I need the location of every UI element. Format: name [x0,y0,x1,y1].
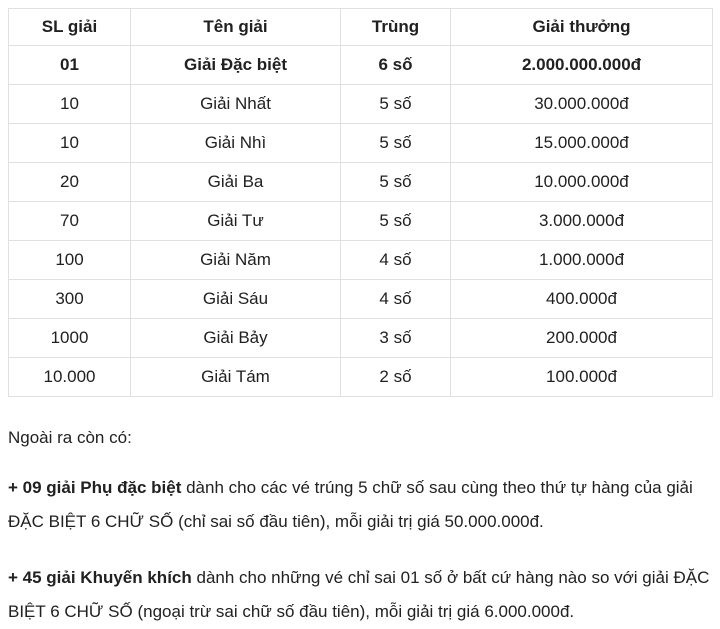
cell-giai-thuong: 400.000đ [451,280,713,319]
cell-giai-thuong: 200.000đ [451,319,713,358]
cell-sl-giai: 1000 [9,319,131,358]
cell-ten-giai: Giải Nhì [131,124,341,163]
cell-ten-giai: Giải Sáu [131,280,341,319]
notes-intro: Ngoài ra còn có: [8,428,132,447]
note-khuyen-khich-text: dành cho những vé chỉ sai 01 số ở bất cứ hàng nào so với giải ĐẶC BIỆT 6 CHỮ SỐ (ngoại trừ sai chữ số đầu tiên), mỗi giải trị giá 6.000.000đ. [8,568,710,621]
cell-sl-giai: 01 [9,46,131,85]
cell-sl-giai: 20 [9,163,131,202]
cell-giai-thuong: 15.000.000đ [451,124,713,163]
cell-trung: 5 số [341,85,451,124]
notes-section [8,427,712,629]
note-phu-dac-biet [8,471,712,539]
cell-giai-thuong: 1.000.000đ [451,241,713,280]
cell-ten-giai: Giải Bảy [131,319,341,358]
cell-trung: 4 số [341,280,451,319]
cell-trung: 3 số [341,319,451,358]
cell-ten-giai: Giải Tư [131,202,341,241]
cell-trung: 2 số [341,358,451,397]
cell-trung: 5 số [341,124,451,163]
note-phu-dac-biet-text: dành cho các vé trúng 5 chữ số sau cùng theo thứ tự hàng của giải ĐẶC BIỆT 6 CHỮ SỐ (chỉ sai số đầu tiên), mỗi giải trị giá 50.000.000đ. [8,478,693,531]
header-row [9,9,713,46]
prize-table-body [9,46,713,397]
cell-trung: 4 số [341,241,451,280]
cell-trung: 6 số [341,46,451,85]
cell-giai-thuong: 30.000.000đ [451,85,713,124]
note-khuyen-khich-bold: + 45 giải Khuyến khích [8,568,192,587]
cell-ten-giai: Giải Nhất [131,85,341,124]
note-khuyen-khich [8,561,712,629]
table-row [9,202,713,241]
prize-table-header [9,9,713,46]
cell-sl-giai: 10 [9,124,131,163]
header-giai-thuong: Giải thưởng [451,9,713,46]
cell-sl-giai: 10 [9,85,131,124]
cell-trung: 5 số [341,202,451,241]
cell-giai-thuong: 3.000.000đ [451,202,713,241]
cell-ten-giai: Giải Ba [131,163,341,202]
cell-giai-thuong: 100.000đ [451,358,713,397]
table-row [9,358,713,397]
prize-table [8,8,713,397]
header-sl-giai: SL giải [9,9,131,46]
cell-ten-giai: Giải Năm [131,241,341,280]
cell-sl-giai: 300 [9,280,131,319]
table-row [9,163,713,202]
cell-sl-giai: 70 [9,202,131,241]
cell-sl-giai: 10.000 [9,358,131,397]
header-ten-giai: Tên giải [131,9,341,46]
table-row [9,241,713,280]
header-trung: Trùng [341,9,451,46]
cell-sl-giai: 100 [9,241,131,280]
table-row [9,46,713,85]
note-phu-dac-biet-bold: + 09 giải Phụ đặc biệt [8,478,182,497]
cell-ten-giai: Giải Đặc biệt [131,46,341,85]
cell-trung: 5 số [341,163,451,202]
cell-giai-thuong: 2.000.000.000đ [451,46,713,85]
table-row [9,124,713,163]
table-row [9,85,713,124]
table-row [9,319,713,358]
cell-ten-giai: Giải Tám [131,358,341,397]
table-row [9,280,713,319]
cell-giai-thuong: 10.000.000đ [451,163,713,202]
